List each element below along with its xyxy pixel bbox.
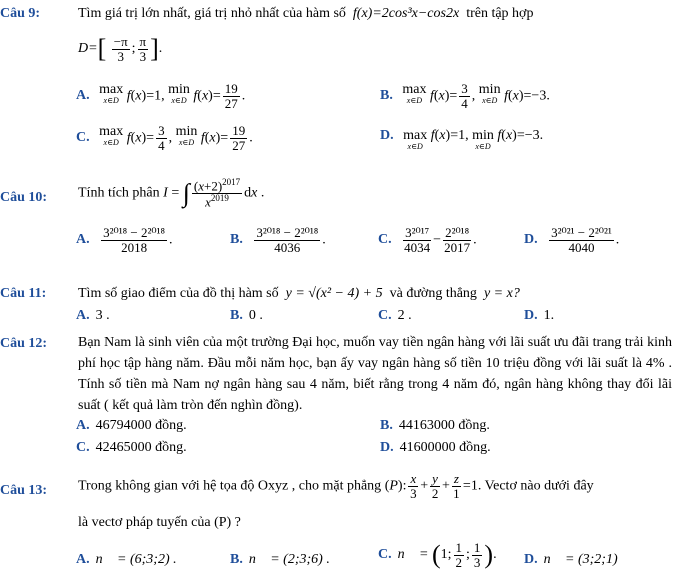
domain-expression: D=[ $\frac{-\pi}{3}$ ; $\frac{\pi}{3}$ ]. — [78, 33, 163, 64]
option-b[interactable]: B. n⃗ = (2;3;6) . — [230, 552, 330, 567]
option-d[interactable]: D. max x∈D f(x)=1, min x∈D f(x)=−3. — [380, 128, 544, 152]
option-c[interactable]: C. 2 . — [378, 308, 412, 323]
question-label: Câu 11: — [0, 286, 47, 301]
option-a[interactable]: A. n⃗ = (6;3;2) . — [76, 552, 177, 567]
option-c[interactable]: C. n⃗ = (1; $\frac{1}{2}$ ; $\frac{1}{3}$ ). — [378, 539, 497, 570]
option-b[interactable]: B. $\frac{\text{3²⁰¹⁸ − 2²⁰¹⁸}}{4036}$ . — [230, 225, 326, 255]
option-d[interactable]: D. $\frac{\text{3²⁰²¹ − 2²⁰²¹}}{4040}$ . — [524, 225, 620, 255]
option-a[interactable]: A. 46794000 đồng. — [76, 418, 187, 433]
option-d[interactable]: D. n⃗ = (3;2;1) — [524, 552, 618, 567]
option-a[interactable]: A. max x∈D f(x)=1, min x∈D f(x)= $\frac{19}{27}$ . — [76, 81, 246, 111]
option-a[interactable]: A. 3 . — [76, 308, 110, 323]
question-tail: trên tập hợp — [466, 6, 534, 21]
question-label: Câu 13: — [0, 483, 48, 498]
option-d[interactable]: D. 41600000 đồng. — [380, 440, 491, 455]
option-b[interactable]: B. max x∈D f(x)= $\frac{3}{4}$ , min x∈D f(x)=−3. — [380, 81, 550, 111]
question-label: Câu 10: — [0, 190, 48, 205]
line-expression: y = x? — [483, 286, 520, 301]
question-text: Tìm số giao điểm của đồ thị hàm số — [78, 286, 279, 301]
option-a[interactable]: A. $\frac{\text{3²⁰¹⁸ − 2²⁰¹⁸}}{2018}$ . — [76, 225, 173, 255]
question-label: Câu 9: — [0, 6, 41, 21]
option-c[interactable]: C. max x∈D f(x)= $\frac{3}{4}$ , min x∈D f(x)= $\frac{19}{27}$ . — [76, 123, 253, 153]
question-text: Tìm giá trị lớn nhất, giá trị nhỏ nhất của hàm số — [78, 6, 346, 21]
question-text-line2: là vectơ pháp tuyến của (P) ? — [78, 515, 241, 530]
option-b[interactable]: B. 0 . — [230, 308, 263, 323]
option-c[interactable]: C. 42465000 đồng. — [76, 440, 187, 455]
question-text: Trong không gian với hệ tọa độ Oxyz , cho mặt phẳng — [78, 478, 382, 494]
function-expression: y = √(x² − 4) + 5 — [285, 286, 383, 301]
question-label: Câu 12: — [0, 336, 48, 351]
question-text: Tính tích phân — [78, 185, 160, 201]
option-c[interactable]: C. $\frac{\text{3²⁰¹⁷}}{4034}$ − $\frac{\text{2²⁰¹⁸}}{2017}$ . — [378, 225, 477, 255]
option-b[interactable]: B. 44163000 đồng. — [380, 418, 490, 433]
question-text: Bạn Nam là sinh viên của một trường Đại học, muốn vay tiền ngân hàng với lãi suất ưu đãi trang trải kinh phí học tập hàng năm. Đầu mỗi năm học, bạn ấy vay ngân hàng số tiền 10 triệu đồng với lãi suất là 4% . Tính số tiền mà Nam nợ ngân hàng sau 4 năm, biết rằng trong 4 năm đó, ngân hàng không thay đổi lãi suất ( kết quả làm tròn đến nghìn đồng). — [78, 335, 672, 413]
option-d[interactable]: D. 1. — [524, 308, 555, 323]
function-expression: f(x)=2cos³x−cos2x — [352, 6, 460, 21]
